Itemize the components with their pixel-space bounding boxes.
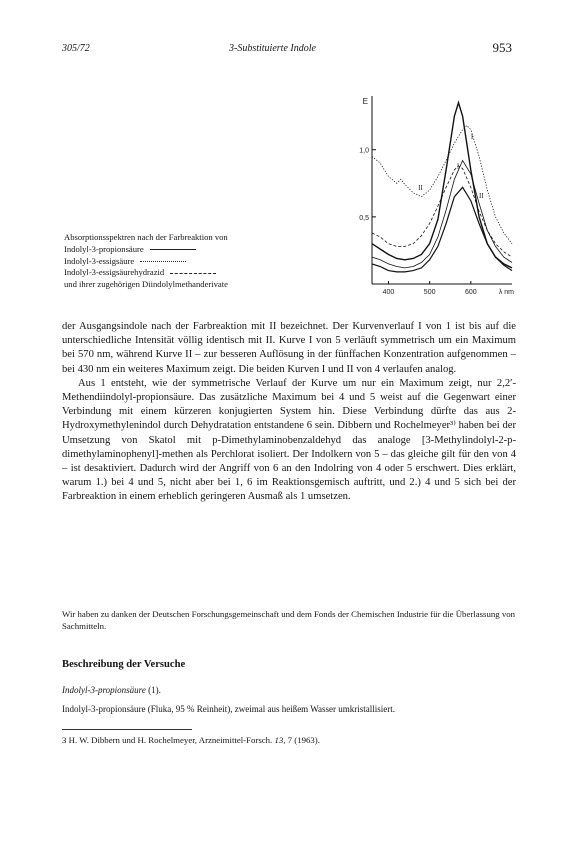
x-tick-label: 400 xyxy=(382,289,395,296)
caption-item-label: Indolyl-3-propionsäure xyxy=(64,243,144,254)
body-text xyxy=(62,320,516,505)
footnote-number: 3 xyxy=(62,735,67,745)
section-title: Beschreibung der Versuche xyxy=(62,659,186,670)
legend-solid-line xyxy=(150,249,196,250)
curve-label: I xyxy=(456,162,460,171)
x-tick-label: 500 xyxy=(423,289,436,296)
spectrum-curve xyxy=(372,187,512,272)
footnote-authors: H. W. Dibbern und H. Rochelmeyer, Arzneimittel-Forsch. xyxy=(68,735,273,745)
paragraph: Aus 1 entsteht, wie der symmetrische Verlauf der Kurve um nur ein Maximum zeigt, nur 2,2′-Methendiindolyl-propionsäure. Das zusätzliche Maximum bei 4 und 5 weist auf die Gegenwart einer Verbindung mit einem kürzeren konjugierten System hin. Diese Verbindung dürfte das aus 2-Hydroxymethylenindol durch Dehydratation entstandene 6 sein. Dibbern und Rochelmeyer³⁾ haben bei der Umsetzung von Skatol mit p-Dimethylaminobenzaldehyd das analoge [3-Methylindolyl-2-p-dimethylaminophenyl]-methen als Perchlorat isoliert. Der Indolkern von 5 – das gleiche gilt für den von 4 – ist desaktiviert. Dadurch wird der Angriff von 6 an den Indolring von 4 oder 5 erschwert. Dies erklärt, warum 1.) bei 4 und 5, nicht aber bei 1, 6 im Reaktionsgemisch auftritt, und 2.) 4 und 5 sich bei der Farbreaktion in einem erheblich geringeren Ausmaß als 1 umsetzen. xyxy=(62,377,516,503)
caption-item-label: Indolyl-3-essigsäurehydrazid xyxy=(64,267,165,278)
spectrum-curve xyxy=(372,166,512,257)
caption-item xyxy=(64,256,364,268)
experimental-text: Indolyl-3-propionsäure (Fluka, 95 % Reinheit), zweimal aus heißem Wasser umkristallisiert. xyxy=(62,704,396,714)
figure-caption xyxy=(64,232,364,291)
footnote-rest: , 7 (1963). xyxy=(283,735,320,745)
curve-label: I xyxy=(470,132,474,141)
spectrum-curve xyxy=(372,103,512,268)
legend-dotted-line xyxy=(140,261,186,262)
caption-title: Absorptionsspektren nach der Farbreaktion von xyxy=(64,232,228,242)
footnote xyxy=(62,735,320,745)
caption-item xyxy=(64,267,364,279)
compound-name: Indolyl-3-propionsäure xyxy=(62,685,146,695)
spectrum-curve xyxy=(372,161,512,268)
footnote-rule xyxy=(62,729,192,730)
caption-item-label: Indolyl-3-essigsäure xyxy=(64,255,135,266)
page-number: 953 xyxy=(492,40,512,55)
running-title: 3-Substituierte Indole xyxy=(229,43,316,54)
x-axis-label: λ nm xyxy=(498,289,514,296)
subsection-title xyxy=(62,685,161,695)
legend-dashed-line xyxy=(170,273,216,274)
absorption-spectra-chart xyxy=(340,86,520,306)
compound-number: (1). xyxy=(148,685,161,695)
caption-last: und ihrer zugehörigen Diindolylmethanderivate xyxy=(64,279,228,290)
paragraph: der Ausgangsindole nach der Farbreaktion mit II bezeichnet. Der Kurvenverlauf I von 1 ist bis auf die unterschiedliche Intensität völlig identisch mit II. Kurve I von 5 verläuft symmetrisch um ein Maximum bei 570 nm, während Kurve II – zur besseren Auflösung in der fünffachen Konzentration aufgenommen – bei 430 nm ein weiteres Maximum zeigt. Die beiden Kurven I und II von 4 verlaufen analog. xyxy=(62,321,516,375)
curve-label: II xyxy=(479,192,484,201)
y-axis-label: E xyxy=(362,97,368,106)
page-header xyxy=(62,40,512,60)
journal-code: 305/72 xyxy=(62,43,90,54)
footnote-volume: 13 xyxy=(274,735,284,745)
y-tick-label: 0,5 xyxy=(359,214,369,222)
acknowledgement: Wir haben zu danken der Deutschen Forschungsgemeinschaft und dem Fonds der Chemischen Industrie für die Überlassung von Sachmitteln. xyxy=(62,609,516,631)
x-tick-label: 600 xyxy=(464,289,477,296)
caption-item xyxy=(64,244,364,256)
spectrum-curve xyxy=(372,126,512,244)
y-tick-label: 1,0 xyxy=(359,147,369,155)
curve-label: II xyxy=(418,184,423,192)
